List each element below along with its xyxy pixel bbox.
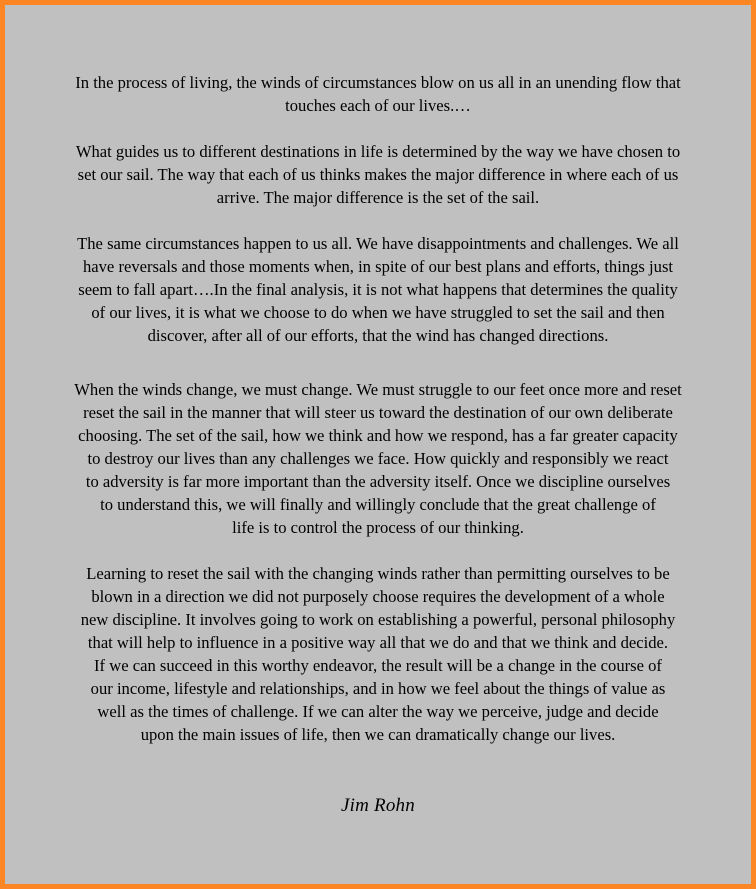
quote-body <box>19 71 737 746</box>
quote-paragraph: In the process of living, the winds of circumstances blow on us all in an unending flow that touches each of our lives.… <box>75 73 681 115</box>
quote-paragraph: Learning to reset the sail with the changing winds rather than permitting ourselves to be blown in a direction we did not purposely choose requires the development of a whole new discipline. It involves going to work on establishing a powerful, personal philosophy that will help to influence in a positive way all that we do and that we think and decide. If we can succeed in this worthy endeavor, the result will be a change in the course of our income, lifestyle and relationships, and in how we feel about the things of value as well as the times of challenge. If we can alter the way we perceive, judge and decide upon the main issues of life, then we can dramatically change our lives. <box>80 564 676 744</box>
quote-author: Jim Rohn <box>341 795 415 816</box>
quote-paragraph: When the winds change, we must change. We must struggle to our feet once more and reset reset the sail in the manner that will steer us toward the destination of our own deliberate choosing. The set of the sail, how we think and how we respond, has a far greater capacity to destroy our lives than any challenges we face. How quickly and responsibly we react to adversity is far more important than the adversity itself. Once we discipline ourselves to understand this, we will finally and willingly conclude that the great challenge of life is to control the process of our thinking. <box>74 380 682 537</box>
quote-paragraph: What guides us to different destinations in life is determined by the way we have chosen to set our sail. The way that each of us thinks makes the major difference in where each of us arrive. The major difference is the set of the sail. <box>75 142 681 207</box>
quote-paragraph: The same circumstances happen to us all. We have disappointments and challenges. We all have reversals and those moments when, in spite of our best plans and efforts, things just seem to fall apart….In the final analysis, it is not what happens that determines the quality of our lives, it is what we choose to do when we have struggled to set the sail and then discover, after all of our efforts, that the wind has changed directions. <box>77 234 679 345</box>
